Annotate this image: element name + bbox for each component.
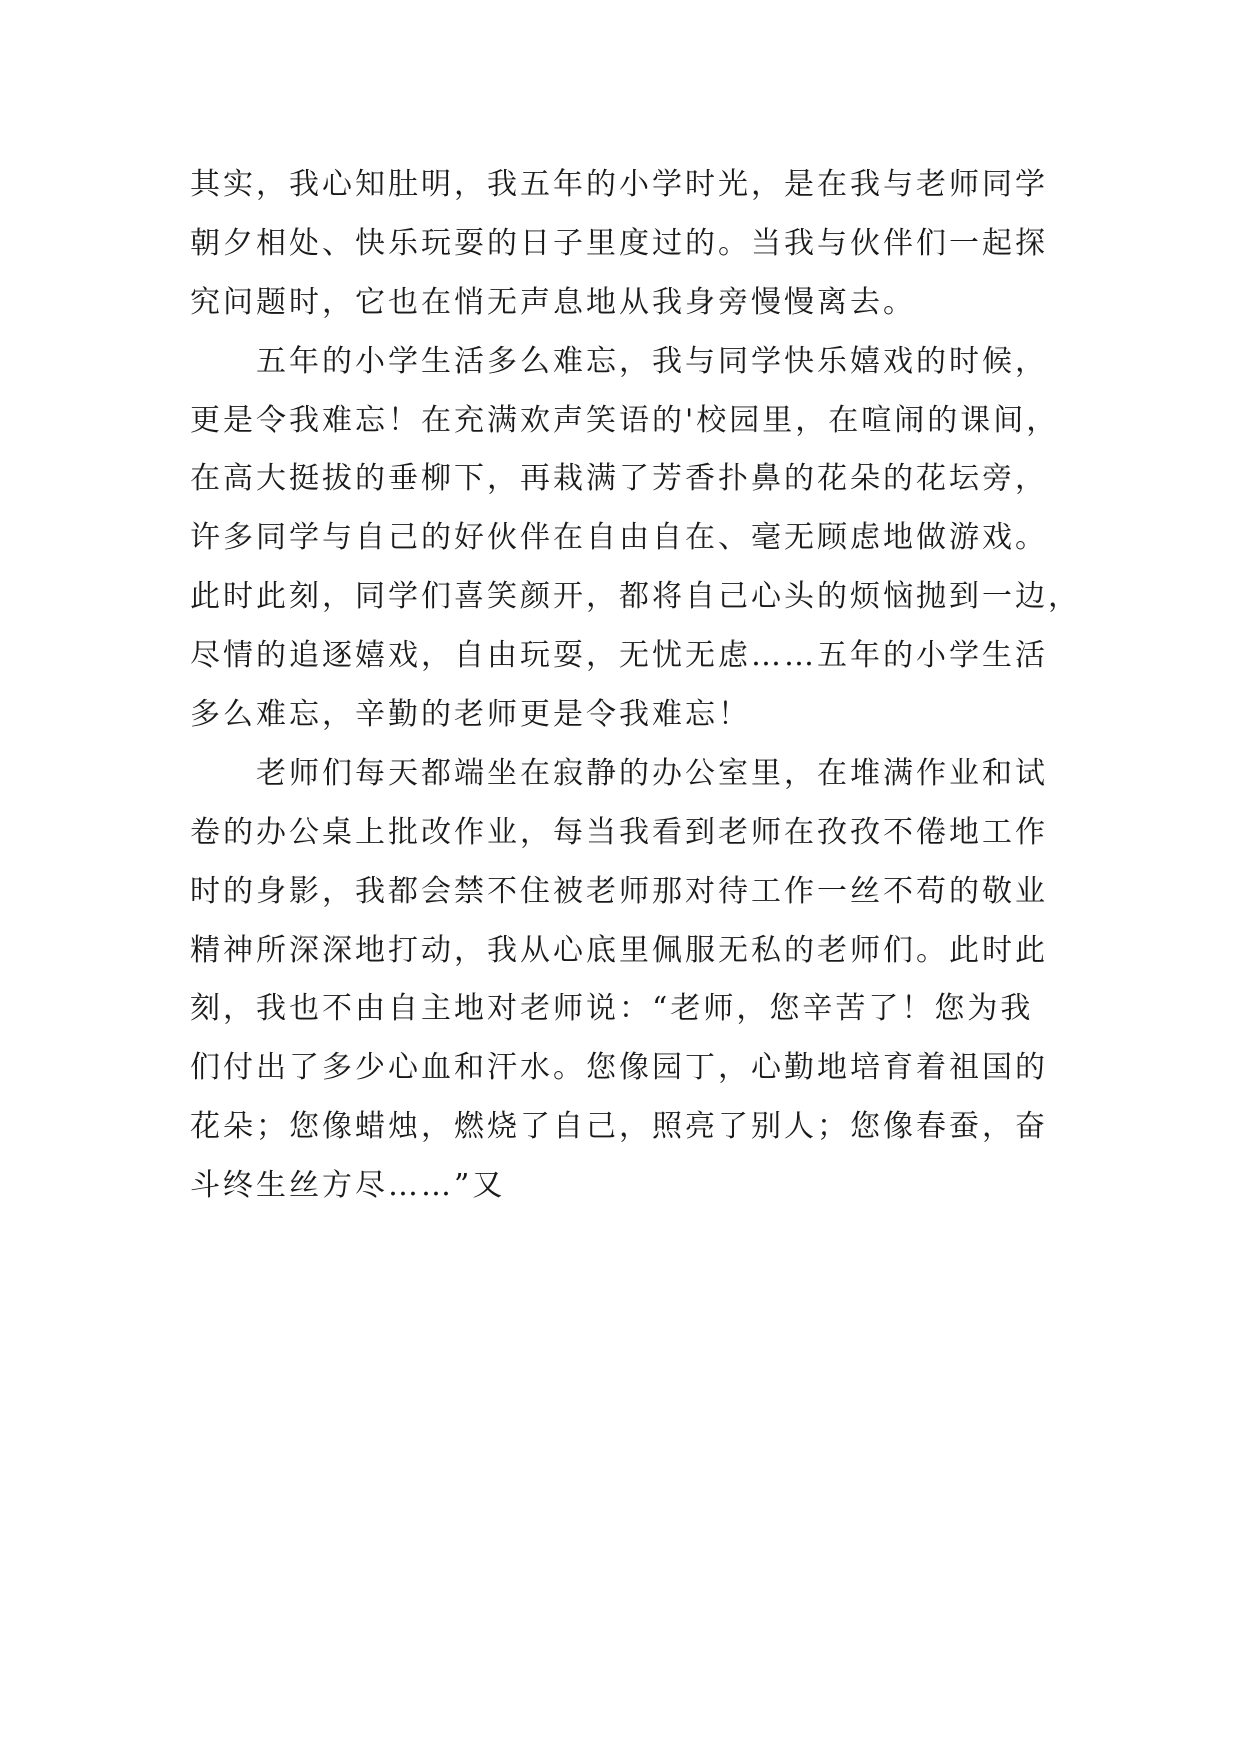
text-line: 斗终生丝方尽……”又 [190,1168,506,1204]
text-line: 卷的办公桌上批改作业，每当我看到老师在孜孜不倦地工作 [190,814,1048,850]
text-line: 花朵；您像蜡烛，燃烧了自己，照亮了别人；您像春蚕，奋 [190,1109,1048,1145]
text-line: 刻，我也不由自主地对老师说：“老师，您辛苦了！您为我 [190,991,1034,1027]
text-line: 更是令我难忘！在充满欢声笑语的'校园里，在喧闹的课间， [190,402,1060,438]
text-line: 精神所深深地打动，我从心底里佩服无私的老师们。此时此 [190,932,1048,968]
text-line: 们付出了多少心血和汗水。您像园丁，心勤地培育着祖国的 [190,1050,1048,1086]
text-line: 尽情的追逐嬉戏，自由玩耍，无忧无虑……五年的小学生活 [190,638,1048,674]
text-line: 在高大挺拔的垂柳下，再栽满了芳香扑鼻的花朵的花坛旁， [190,461,1048,497]
text-line: 多么难忘，辛勤的老师更是令我难忘！ [190,697,751,733]
text-line: 老师们每天都端坐在寂静的办公室里，在堆满作业和试 [190,755,1048,791]
text-line: 许多同学与自己的好伙伴在自由自在、毫无顾虑地做游戏。 [190,520,1048,556]
text-line: 五年的小学生活多么难忘，我与同学快乐嬉戏的时候， [190,343,1048,379]
document-body [190,156,1081,1216]
text-line: 其实，我心知肚明，我五年的小学时光，是在我与老师同学 [190,167,1048,202]
text-line: 此时此刻，同学们喜笑颜开，都将自己心头的烦恼抛到一边， [190,579,1081,615]
text-line: 朝夕相处、快乐玩耍的日子里度过的。当我与伙伴们一起探 [190,225,1048,261]
text-line: 时的身影，我都会禁不住被老师那对待工作一丝不苟的敬业 [190,873,1048,909]
text-line: 究问题时，它也在悄无声息地从我身旁慢慢离去。 [190,284,916,320]
